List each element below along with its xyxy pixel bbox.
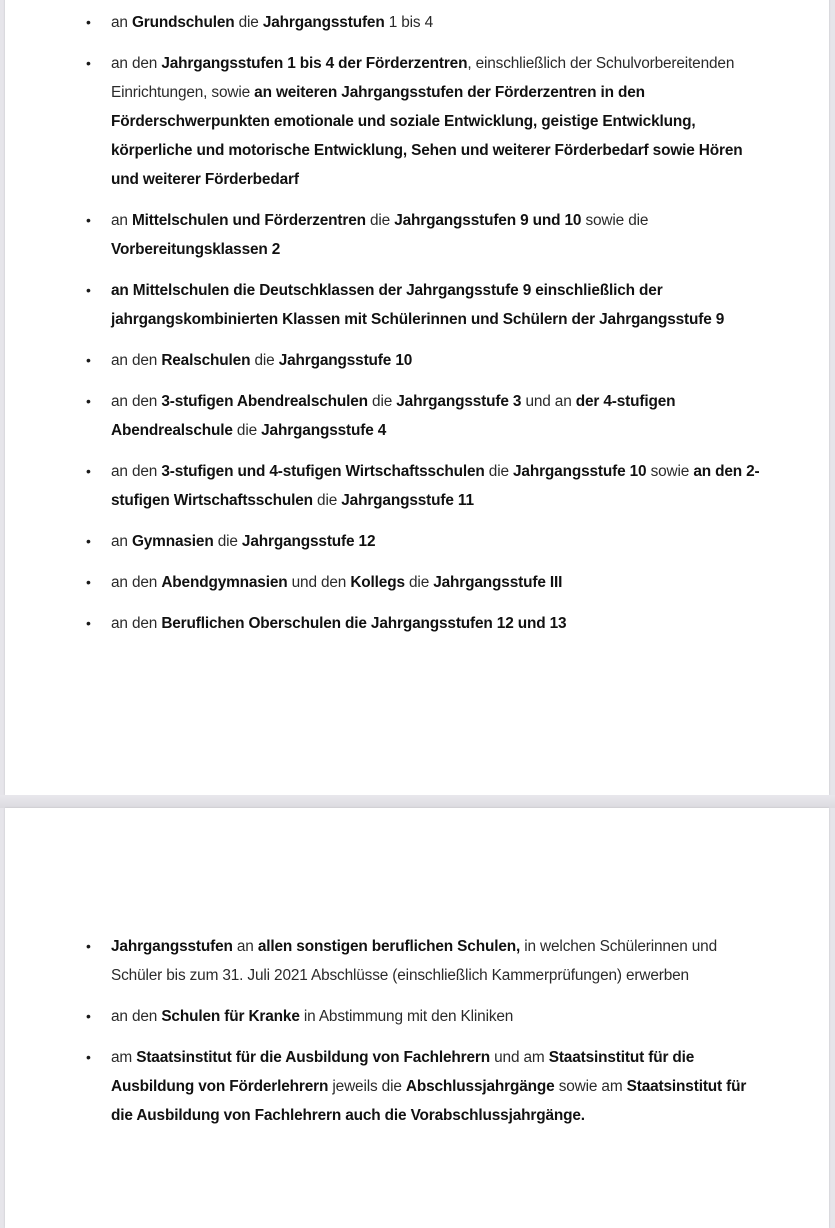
- bold-text: Staatsinstitut für die Ausbildung von Förderlehrern: [111, 1049, 695, 1095]
- text: sowie: [646, 463, 694, 480]
- bold-text: Jahrgangsstufen: [111, 938, 233, 955]
- bullet-icon: •: [86, 533, 91, 549]
- bold-text: Jahrgangsstufe 4: [261, 422, 387, 439]
- text: an den: [111, 615, 162, 632]
- bold-text: Jahrgangsstufe 3: [396, 393, 522, 410]
- bullet-icon: •: [86, 615, 91, 631]
- bullet-icon: •: [86, 574, 91, 590]
- text: an den: [111, 463, 162, 480]
- text: die: [404, 574, 434, 591]
- bold-text: 3-stufigen und 4-stufigen Wirtschaftsschulen: [161, 463, 485, 480]
- text: am: [111, 1049, 137, 1066]
- list-item: [5, 527, 829, 556]
- bold-text: Jahrgangsstufe 10: [278, 352, 413, 369]
- text: die: [365, 212, 395, 229]
- list-item: [5, 276, 829, 334]
- text: an den: [111, 1008, 162, 1025]
- text: die: [367, 393, 397, 410]
- bullet-icon: •: [86, 55, 91, 71]
- bold-text: Jahrgangsstufen: [262, 14, 385, 31]
- text: 1 bis 4: [384, 14, 434, 31]
- bold-text: Abschlussjahrgänge: [405, 1078, 555, 1095]
- list-item: [5, 8, 829, 37]
- bold-text: Mittelschulen und Förderzentren: [131, 212, 366, 229]
- bullet-icon: •: [86, 212, 91, 228]
- document-page-2: [5, 808, 829, 1228]
- bullet-icon: •: [86, 1049, 91, 1065]
- bold-text: an Mittelschulen die Deutschklassen der Jahrgangsstufe 9 einschließlich der jahrgangskombinierten Klassen mit Schülerinnen und Schülern der Jahrgangsstufe 9: [111, 282, 725, 328]
- bullet-icon: •: [86, 1008, 91, 1024]
- text: an den: [111, 574, 162, 591]
- text: in Abstimmung mit den Kliniken: [299, 1008, 514, 1025]
- bold-text: 3-stufigen Abendrealschulen: [161, 393, 368, 410]
- bullet-icon: •: [86, 463, 91, 479]
- list-item: [5, 49, 829, 194]
- bold-text: Schulen für Kranke: [161, 1008, 300, 1025]
- bold-text: Beruflichen Oberschulen die Jahrgangsstufen 12 und 13: [161, 615, 567, 632]
- text: an den: [111, 352, 162, 369]
- bullet-icon: •: [86, 393, 91, 409]
- text: an: [111, 533, 132, 550]
- document-page-1: [5, 0, 829, 795]
- bold-text: Gymnasien: [131, 533, 214, 550]
- list-item: [5, 206, 829, 264]
- text: die: [232, 422, 262, 439]
- bold-text: Jahrgangsstufe 12: [241, 533, 376, 550]
- text: , einschließlich der Schulvorbereitenden Einrichtungen, sowie: [111, 55, 735, 101]
- list-item: [5, 609, 829, 638]
- text: an: [111, 212, 132, 229]
- bold-text: an den 2-stufigen Wirtschaftsschulen: [111, 463, 760, 509]
- bold-text: Kollegs: [350, 574, 405, 591]
- bold-text: Realschulen: [161, 352, 251, 369]
- text: sowie am: [554, 1078, 627, 1095]
- text: die: [250, 352, 279, 369]
- bold-text: Jahrgangsstufen 1 bis 4 der Förderzentren: [161, 55, 468, 72]
- bullet-list: [5, 932, 829, 1142]
- bold-text: der 4-stufigen Abendrealschule: [111, 393, 676, 439]
- bold-text: allen sonstigen beruflichen Schulen,: [257, 938, 521, 955]
- bold-text: Jahrgangsstufe 10: [513, 463, 647, 480]
- text: und an: [521, 393, 576, 410]
- list-item: [5, 1002, 829, 1031]
- list-item: [5, 1043, 829, 1130]
- bold-text: Abendgymnasien: [161, 574, 288, 591]
- bold-text: Grundschulen: [131, 14, 235, 31]
- list-item: [5, 568, 829, 597]
- bold-text: Staatsinstitut für die Ausbildung von Fachlehrern: [136, 1049, 491, 1066]
- bullet-icon: •: [86, 352, 91, 368]
- text: an den: [111, 55, 162, 72]
- bold-text: Jahrgangsstufe III: [433, 574, 563, 591]
- bullet-icon: •: [86, 938, 91, 954]
- bold-text: an weiteren Jahrgangsstufen der Förderzentren in den Förderschwerpunkten emotionale und soziale Entwicklung, geistige Entwicklung, körperliche und motorische Entwicklung, Sehen und weiterer Förderbedarf sowie Hören und weiterer Förderbedarf: [111, 84, 743, 188]
- bold-text: Jahrgangsstufe 11: [341, 492, 474, 509]
- text: und den: [287, 574, 351, 591]
- text: an: [111, 14, 132, 31]
- list-item: [5, 932, 829, 990]
- list-item: [5, 346, 829, 375]
- text: jeweils die: [328, 1078, 406, 1095]
- text: in welchen Schülerinnen und Schüler bis zum 31. Juli 2021 Abschlüsse (einschließlich Kammerprüfungen) erwerben: [111, 938, 717, 984]
- text: die: [312, 492, 342, 509]
- bold-text: Staatsinstitut für die Ausbildung von Fachlehrern auch die Vorabschlussjahrgänge.: [111, 1078, 747, 1124]
- list-item: [5, 387, 829, 445]
- bullet-list: [5, 8, 829, 650]
- text: die: [213, 533, 242, 550]
- page-separator: [0, 795, 835, 808]
- text: an den: [111, 393, 162, 410]
- bullet-icon: •: [86, 14, 91, 30]
- bold-text: Vorbereitungsklassen 2: [111, 241, 281, 258]
- text: und am: [490, 1049, 549, 1066]
- text: die: [484, 463, 513, 480]
- bold-text: Jahrgangsstufen 9 und 10: [394, 212, 582, 229]
- text: sowie die: [581, 212, 649, 229]
- text: an: [232, 938, 258, 955]
- text: die: [234, 14, 263, 31]
- list-item: [5, 457, 829, 515]
- bullet-icon: •: [86, 282, 91, 298]
